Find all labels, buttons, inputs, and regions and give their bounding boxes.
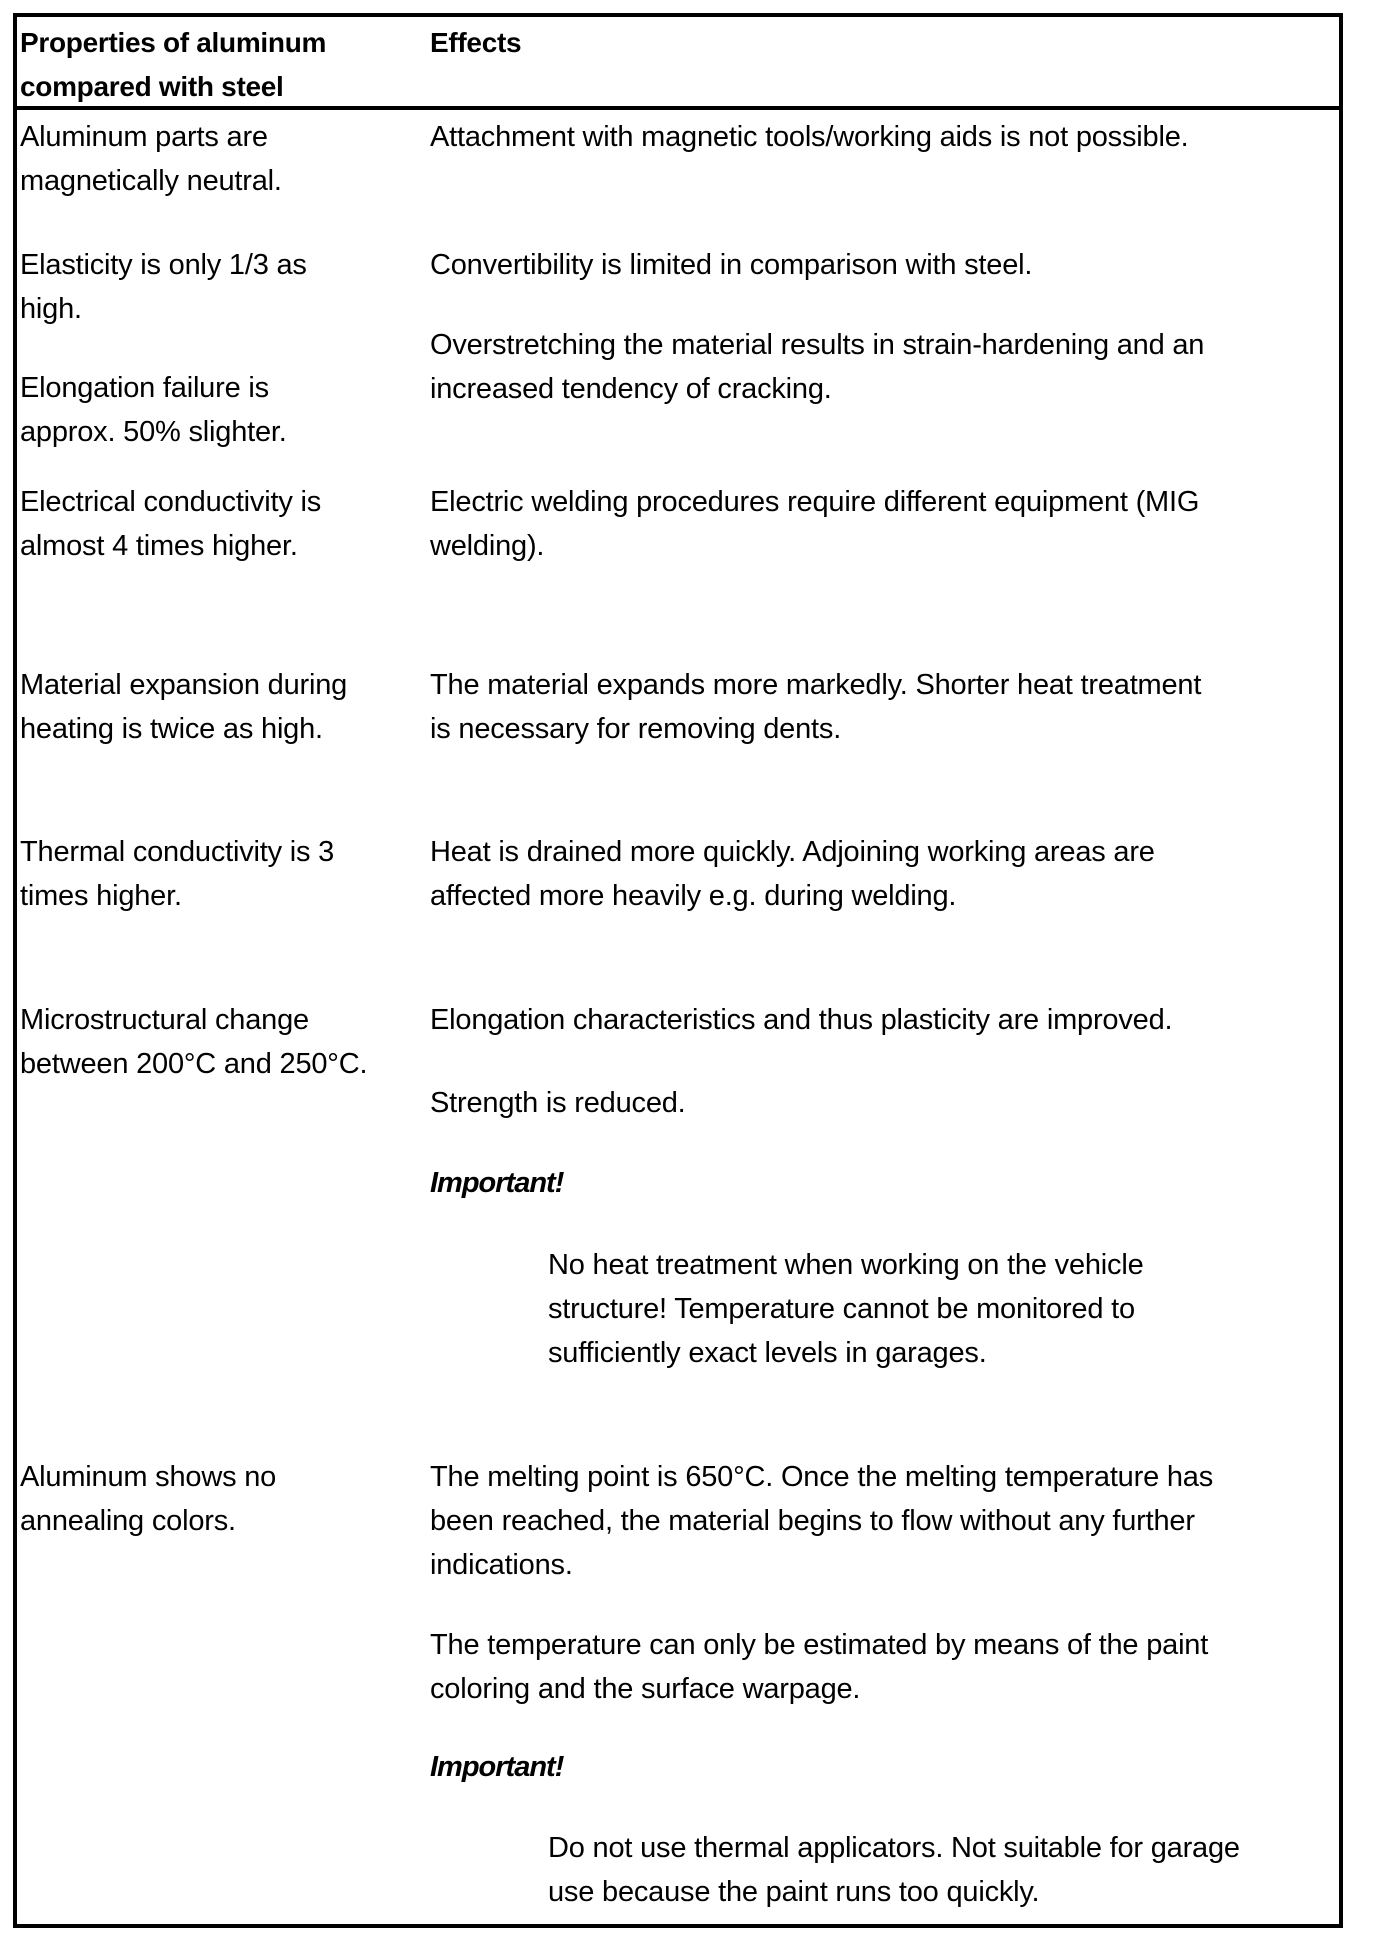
effect-line: Strength is reduced. — [430, 1087, 686, 1119]
note-line: sufficiently exact levels in garages. — [548, 1337, 987, 1369]
property-cell — [20, 998, 367, 1086]
effect-paragraph — [430, 1623, 1208, 1711]
important-label — [430, 1745, 563, 1789]
property-cell — [20, 830, 334, 918]
property-cell — [20, 366, 287, 454]
property-line: Electrical conductivity is — [20, 486, 322, 518]
property-line: heating is twice as high. — [20, 713, 323, 745]
property-line: Aluminum shows no — [20, 1461, 277, 1493]
effect-line: coloring and the surface warpage. — [430, 1673, 861, 1705]
property-cell — [20, 243, 307, 331]
effect-paragraph — [430, 663, 1201, 751]
header-property — [20, 21, 326, 109]
property-cell — [20, 663, 347, 751]
effect-paragraph — [430, 1455, 1213, 1587]
header-effects-line: Effects — [430, 27, 522, 58]
note-line: No heat treatment when working on the vehicle — [548, 1249, 1144, 1281]
note-line: use because the paint runs too quickly. — [548, 1876, 1040, 1908]
effect-line: affected more heavily e.g. during welding. — [430, 880, 957, 912]
property-cell — [20, 480, 321, 568]
effect-line: The melting point is 650°C. Once the melting temperature has — [430, 1461, 1214, 1493]
effect-paragraph — [430, 830, 1155, 918]
effect-paragraph — [430, 480, 1199, 568]
property-cell — [20, 1455, 276, 1543]
note-line: structure! Temperature cannot be monitored to — [548, 1293, 1135, 1325]
effect-paragraph — [430, 115, 1188, 159]
effect-line: been reached, the material begins to flow without any further — [430, 1505, 1195, 1537]
effect-line: Attachment with magnetic tools/working aids is not possible. — [430, 121, 1189, 153]
header-property-line: Properties of aluminum — [20, 27, 327, 58]
property-line: Thermal conductivity is 3 — [20, 836, 335, 868]
effect-line: Electric welding procedures require different equipment (MIG — [430, 486, 1200, 518]
effect-line: Elongation characteristics and thus plasticity are improved. — [430, 1004, 1173, 1036]
effect-line: is necessary for removing dents. — [430, 713, 842, 745]
effect-line: The temperature can only be estimated by means of the paint — [430, 1629, 1209, 1661]
effect-line: The material expands more markedly. Shorter heat treatment — [430, 669, 1202, 701]
effect-line: Overstretching the material results in strain-hardening and an — [430, 329, 1205, 361]
effect-line: welding). — [430, 530, 545, 562]
property-line: Microstructural change — [20, 1004, 309, 1036]
header-property-line: compared with steel — [20, 71, 284, 102]
property-line: high. — [20, 293, 82, 325]
important-label — [430, 1161, 563, 1205]
property-line: annealing colors. — [20, 1505, 236, 1537]
effect-line: Convertibility is limited in comparison with steel. — [430, 249, 1033, 281]
property-line: almost 4 times higher. — [20, 530, 298, 562]
property-line: Elasticity is only 1/3 as — [20, 249, 307, 281]
important-note — [548, 1243, 1144, 1375]
note-line: Do not use thermal applicators. Not suitable for garage — [548, 1832, 1240, 1864]
effect-paragraph — [430, 998, 1172, 1042]
important-note — [548, 1826, 1240, 1914]
property-cell — [20, 115, 282, 203]
property-line: Elongation failure is — [20, 372, 269, 404]
property-line: between 200°C and 250°C. — [20, 1048, 368, 1080]
property-line: approx. 50% slighter. — [20, 416, 287, 448]
property-line: magnetically neutral. — [20, 165, 282, 197]
effect-line: Heat is drained more quickly. Adjoining working areas are — [430, 836, 1155, 868]
property-line: times higher. — [20, 880, 182, 912]
important-text: Important! — [430, 1751, 564, 1783]
effect-paragraph — [430, 243, 1032, 287]
effect-line: increased tendency of cracking. — [430, 373, 832, 405]
effect-paragraph — [430, 323, 1204, 411]
property-line: Material expansion during — [20, 669, 348, 701]
header-effects — [430, 21, 521, 65]
effect-paragraph — [430, 1081, 686, 1125]
effect-line: indications. — [430, 1549, 573, 1581]
important-text: Important! — [430, 1167, 564, 1199]
property-line: Aluminum parts are — [20, 121, 268, 153]
